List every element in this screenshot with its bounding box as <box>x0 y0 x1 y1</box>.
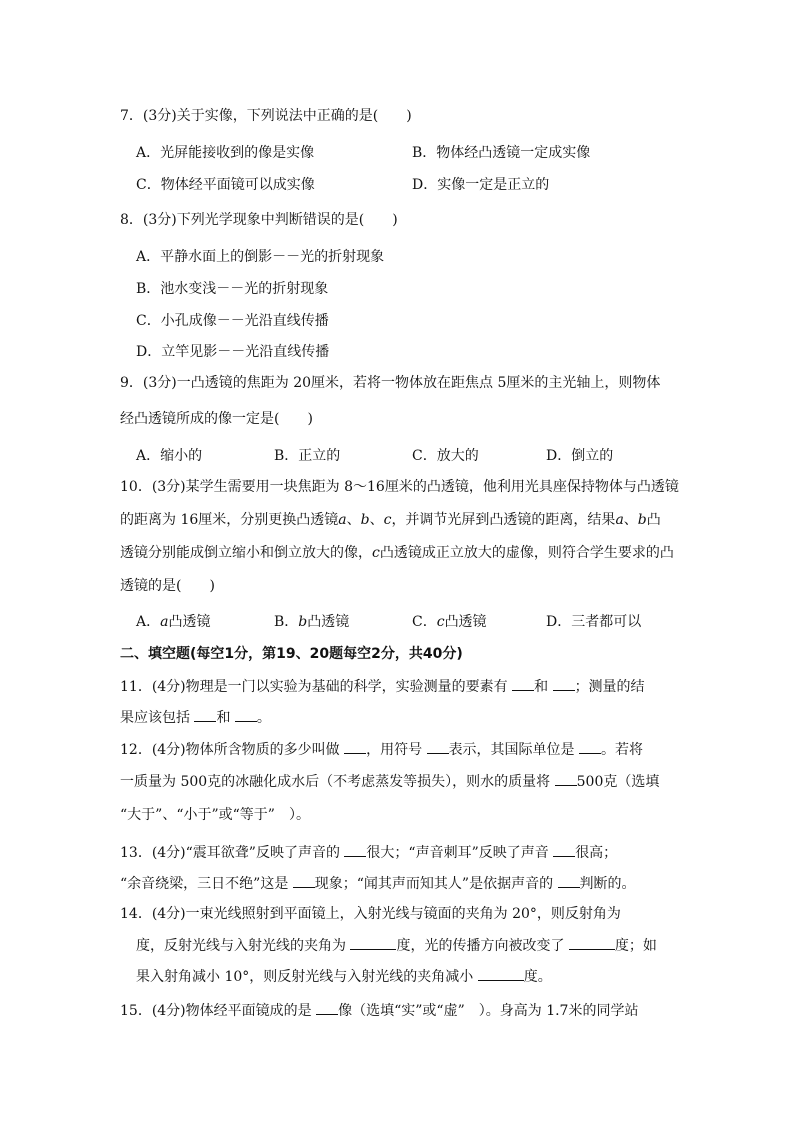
answer-blank[interactable] <box>350 935 396 950</box>
q13-text: “余音绕梁，三日不绝”这是 <box>120 876 293 892</box>
q12-text: 500克（选填 <box>576 774 660 790</box>
q12-text: 。若将 <box>601 742 644 758</box>
lens-b: b <box>637 512 647 528</box>
q10-stem-line2 <box>120 510 661 530</box>
q7-stem: 7．(3分)关于实像，下列说法中正确的是( ) <box>120 108 412 124</box>
q10-stem-line4: 透镜的是( ) <box>120 578 215 594</box>
answer-blank[interactable] <box>344 739 366 754</box>
option-letter: B． <box>274 614 299 630</box>
lens-c: c <box>372 545 380 561</box>
q14-text: 度。 <box>523 969 552 985</box>
q11-text: 和 <box>534 679 553 695</box>
q15-text: 像（选填“实”或“虚” ）。身高为 1.7米的同学站 <box>338 1003 639 1019</box>
q11-line1 <box>120 676 645 697</box>
q10-stem-line3 <box>120 543 674 563</box>
q11-text: 和 <box>216 710 235 726</box>
q11-text: 果应该包括 <box>120 710 195 726</box>
q9-option-d: D．倒立的 <box>546 448 614 464</box>
option-text: 凸透镜 <box>168 614 211 630</box>
separator: 、 <box>346 512 361 528</box>
answer-blank[interactable] <box>553 676 575 691</box>
q8-option-d: D．立竿见影－－光沿直线传播 <box>136 344 330 360</box>
q11-line2 <box>120 707 271 728</box>
q10-text: ，并调节光屏到凸透镜的距离，结果 <box>391 512 616 528</box>
q12-text: ，用符号 <box>366 742 427 758</box>
q8-option-c: C．小孔成像－－光沿直线传播 <box>136 313 329 329</box>
answer-blank[interactable] <box>569 935 615 950</box>
answer-blank[interactable] <box>555 771 577 786</box>
option-text: 凸透镜 <box>444 614 487 630</box>
q14-text: 度，反射光线与入射光线的夹角为 <box>136 938 351 954</box>
q13-text: 13．(4分)“震耳欲聋”反映了声音的 <box>120 845 345 861</box>
q10-text: 凸 <box>646 512 661 528</box>
q11-text: 11．(4分)物理是一门以实验为基础的科学，实验测量的要素有 <box>120 679 513 695</box>
option-letter: C． <box>412 614 437 630</box>
q7-option-d: D．实像一定是正立的 <box>412 177 550 193</box>
lens-a: a <box>615 512 624 528</box>
separator: 、 <box>623 512 638 528</box>
answer-blank[interactable] <box>235 707 257 722</box>
q7-option-b: B．物体经凸透镜一定成实像 <box>412 145 591 161</box>
q13-text: 现象；“闻其声而知其人”是依据声音的 <box>314 876 558 892</box>
q12-text: 12．(4分)物体所含物质的多少叫做 <box>120 742 345 758</box>
q15-text: 15．(4分)物体经平面镜成的是 <box>120 1003 317 1019</box>
answer-blank[interactable] <box>512 676 534 691</box>
q10-option-d: D．三者都可以 <box>546 614 642 630</box>
section-heading: 二、填空题(每空1分，第19、20题每空2分，共40分) <box>120 646 463 662</box>
answer-blank[interactable] <box>579 739 601 754</box>
q14-line2 <box>136 935 657 956</box>
q12-line3: “大于”、“小于”或“等于” ）。 <box>120 807 310 823</box>
q10-text: 透镜分别能成倒立缩小和倒立放大的像， <box>120 545 372 561</box>
q9-option-a: A．缩小的 <box>136 448 203 464</box>
q7-option-c: C．物体经平面镜可以成实像 <box>136 177 315 193</box>
lens-b: b <box>360 512 370 528</box>
q10-option-b <box>274 612 349 632</box>
q14-line3 <box>136 966 552 987</box>
q13-line1 <box>120 842 617 863</box>
q11-text: ；测量的结 <box>574 679 645 695</box>
q10-option-a <box>136 612 210 632</box>
option-letter: A． <box>136 614 161 630</box>
q14-text: 度；如 <box>614 938 657 954</box>
answer-blank[interactable] <box>553 842 575 857</box>
q12-text: 一质量为 500克的冰融化成水后（不考虑蒸发等损失），则水的质量将 <box>120 774 555 790</box>
q15-line1 <box>120 1000 638 1021</box>
q11-text: 。 <box>256 710 271 726</box>
answer-blank[interactable] <box>293 873 315 888</box>
q12-line1 <box>120 739 643 760</box>
q10-text: 凸透镜成正立放大的虚像，则符合学生要求的凸 <box>379 545 674 561</box>
q13-line2 <box>120 873 636 894</box>
answer-blank[interactable] <box>316 1000 338 1015</box>
answer-blank[interactable] <box>558 873 580 888</box>
q7-option-a: A．光屏能接收到的像是实像 <box>136 145 315 161</box>
lens-c: c <box>383 512 392 528</box>
q9-stem-line2: 经凸透镜所成的像一定是( ) <box>120 411 313 427</box>
q8-option-a: A．平静水面上的倒影－－光的折射现象 <box>136 249 385 265</box>
answer-blank[interactable] <box>478 966 524 981</box>
q13-text: 很高； <box>575 845 618 861</box>
answer-blank[interactable] <box>194 707 216 722</box>
q12-line2 <box>120 771 659 792</box>
q13-text: 判断的。 <box>579 876 636 892</box>
q10-text: 的距离为 16厘米，分别更换凸透镜 <box>120 512 339 528</box>
q8-option-b: B．池水变浅－－光的折射现象 <box>136 281 329 297</box>
answer-blank[interactable] <box>344 842 366 857</box>
lens-a: a <box>160 614 169 630</box>
q10-option-c <box>412 612 487 632</box>
q9-stem-line1: 9．(3分)一凸透镜的焦距为 20厘米，若将一物体放在距焦点 5厘米的主光轴上，则物体 <box>120 375 661 391</box>
q14-text: 果入射角减小 10°，则反射光线与入射光线的夹角减小 <box>136 969 478 985</box>
q8-stem: 8．(3分)下列光学现象中判断错误的是( ) <box>120 212 398 228</box>
separator: 、 <box>369 512 384 528</box>
q9-option-c: C．放大的 <box>412 448 479 464</box>
lens-b: b <box>298 614 308 630</box>
q14-line1: 14．(4分)一束光线照射到平面镜上，入射光线与镜面的夹角为 20°，则反射角为 <box>120 906 621 922</box>
q12-text: 表示，其国际单位是 <box>448 742 580 758</box>
q14-text: 度，光的传播方向被改变了 <box>396 938 569 954</box>
option-text: 凸透镜 <box>307 614 350 630</box>
q9-option-b: B．正立的 <box>274 448 341 464</box>
q13-text: 很大；“声音刺耳”反映了声音 <box>366 845 554 861</box>
answer-blank[interactable] <box>427 739 449 754</box>
lens-c: c <box>436 614 445 630</box>
lens-a: a <box>338 512 347 528</box>
q10-stem-line1: 10．(3分)某学生需要用一块焦距为 8～16厘米的凸透镜，他利用光具座保持物体与凸透镜 <box>120 479 679 495</box>
